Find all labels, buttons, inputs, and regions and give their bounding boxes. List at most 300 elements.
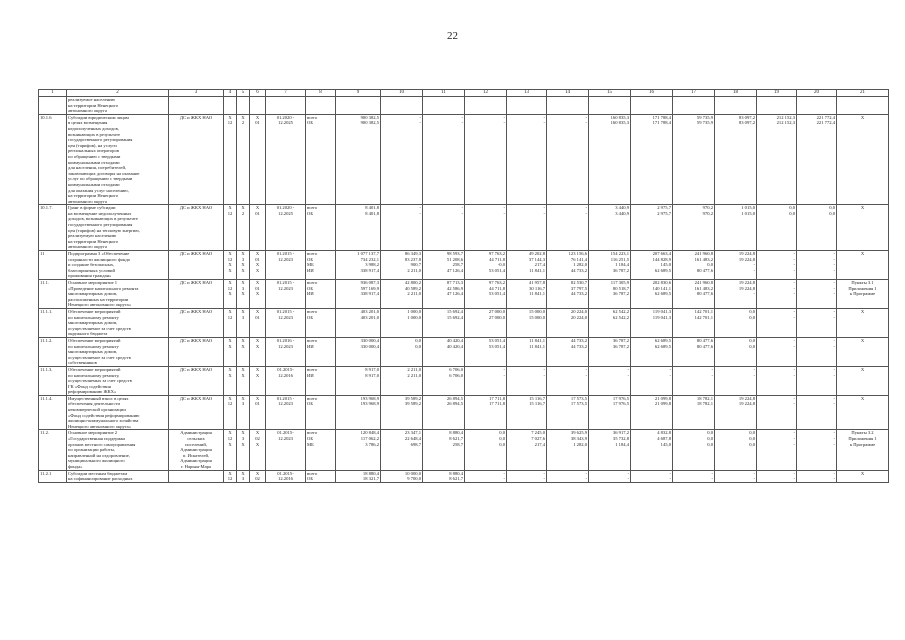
cell-line: 2 975,7 <box>657 210 671 216</box>
cell-line: 36 787,2 <box>612 343 629 349</box>
cell-line: 2 211,0 <box>407 267 421 273</box>
cell-line: X <box>228 114 232 120</box>
cell-line: 37 144,3 <box>528 256 545 262</box>
cell-line: X <box>228 470 232 476</box>
code-cell <box>224 395 237 430</box>
cell-line: 40 420,4 <box>446 343 463 349</box>
cell-line: 11 841,1 <box>529 267 545 273</box>
amount-cell <box>336 395 381 430</box>
cell-line: - <box>793 285 795 291</box>
cell-line: 3 <box>241 401 245 407</box>
cell-line: 17 711,8 <box>489 395 505 401</box>
cell-line: многоквартирных домов, <box>68 291 118 297</box>
cell-line: всего <box>307 251 318 257</box>
cell-line: 02 <box>255 476 260 482</box>
code-cell <box>250 308 266 337</box>
amount-cell <box>507 97 547 115</box>
amount-cell <box>715 114 757 205</box>
cell-line: 44 733,2 <box>570 267 587 273</box>
cell-line: окружного бюджета <box>68 331 108 337</box>
cell-line: - <box>753 366 755 372</box>
cell-line: 36 787,2 <box>612 267 629 273</box>
cell-line: - <box>543 114 545 120</box>
cell-line: 0,0 <box>499 441 505 447</box>
code-cell <box>250 251 266 280</box>
amount-cell <box>336 280 381 309</box>
period-cell <box>266 366 306 395</box>
cell-line: 47 126,4 <box>446 267 463 273</box>
row-number: 11.1.2. <box>39 337 67 366</box>
cell-line: 21 099,8 <box>654 395 671 401</box>
cell-line: 161 483,2 <box>694 285 713 291</box>
cell-line: 161 483,2 <box>694 256 713 262</box>
cell-line: 1 077 137,7 <box>357 251 379 257</box>
cell-line: 18 782,1 <box>696 395 713 401</box>
cell-line: - <box>585 120 587 126</box>
cell-line: собственников <box>68 360 97 366</box>
cell-line: - <box>503 205 505 211</box>
cell-line: ИИ <box>307 291 314 297</box>
note-cell <box>837 470 889 482</box>
amount-cell <box>797 337 837 366</box>
period-cell <box>266 251 306 280</box>
measure-name <box>67 470 169 482</box>
cell-line: - <box>627 372 629 378</box>
code-cell <box>250 337 266 366</box>
cell-line: - <box>711 366 713 372</box>
column-number: 12 <box>465 90 507 97</box>
cell-line: X <box>228 366 232 372</box>
row-number: 11 <box>39 251 67 280</box>
cell-line: 62 689,5 <box>654 337 671 343</box>
cell-line: X <box>228 280 232 285</box>
column-number: 18 <box>715 90 757 97</box>
code-cell <box>224 97 237 115</box>
amount-cell <box>381 308 423 337</box>
cell-line: 12 <box>227 285 233 291</box>
amount-cell <box>336 251 381 280</box>
cell-line: - <box>669 366 671 372</box>
amount-cell <box>423 430 465 470</box>
cell-line: 53 051,4 <box>488 343 505 349</box>
cell-line: всего <box>307 337 318 343</box>
cell-line: Основное мероприятие 1 <box>68 280 118 285</box>
cell-line: 59 735,9 <box>696 114 713 120</box>
cell-line: к Программе <box>849 291 876 297</box>
cell-line: 0,0 <box>749 308 755 314</box>
cell-line: цен (тарифов) на тепловую энергию, <box>68 227 140 233</box>
cell-line: 7 027,6 <box>531 436 545 442</box>
column-number: 20 <box>797 90 837 97</box>
amount-cell <box>465 251 507 280</box>
cell-line: - <box>833 337 835 343</box>
cell-line: - <box>543 120 545 126</box>
cell-line: 7 245,0 <box>531 430 545 436</box>
cell-line: заключающих договоры на оказание <box>68 170 140 176</box>
amount-cell <box>507 366 547 395</box>
cell-line: по капитальному ремонту, <box>68 372 120 378</box>
cell-line: X <box>255 441 260 447</box>
cell-line: 40 589,2 <box>404 285 421 291</box>
table-row <box>39 280 889 309</box>
code-cell <box>224 308 237 337</box>
amount-cell <box>465 205 507 251</box>
amount-cell <box>423 280 465 309</box>
cell-line: 39 589,2 <box>404 401 421 407</box>
cell-line: Администрация <box>180 447 212 453</box>
amount-cell <box>757 337 797 366</box>
cell-line: 19 224,8 <box>738 285 755 291</box>
amount-cell <box>797 251 837 280</box>
cell-line: 44 733,2 <box>570 291 587 297</box>
cell-line: 40 420,4 <box>446 337 463 343</box>
cell-line: - <box>503 120 505 126</box>
cell-line: - <box>793 441 795 447</box>
amount-cell <box>631 308 673 337</box>
responsible-executor <box>169 470 224 482</box>
cell-line: - <box>793 251 795 257</box>
cell-line: 116 251,5 <box>610 256 629 262</box>
table-row <box>39 366 889 395</box>
cell-line: - <box>793 372 795 378</box>
table-row <box>39 395 889 430</box>
cell-line: X <box>860 251 865 257</box>
row-number: 11.2. <box>39 430 67 470</box>
funding-source <box>306 205 336 251</box>
cell-line: - <box>461 210 463 216</box>
amount-cell <box>381 366 423 395</box>
table-row <box>39 97 889 115</box>
amount-cell <box>507 430 547 470</box>
period-cell <box>266 205 306 251</box>
amount-cell <box>673 470 715 482</box>
cell-line: - <box>753 470 755 476</box>
amount-cell <box>673 205 715 251</box>
column-number: 16 <box>631 90 673 97</box>
cell-line: 19 224,8 <box>738 256 755 262</box>
cell-line: 142 701,1 <box>694 314 713 320</box>
cell-line: всего <box>307 308 318 314</box>
cell-line: X <box>860 366 865 372</box>
amount-cell <box>715 470 757 482</box>
cell-line: 19 224,8 <box>738 280 755 285</box>
amount-cell <box>589 205 631 251</box>
cell-line: поселений, <box>185 441 207 447</box>
cell-line: автономного округа <box>68 244 107 250</box>
cell-line: 10 000,0 <box>404 470 421 476</box>
cell-line: по капитальному ремонту <box>68 314 119 320</box>
cell-line: 1 282,0 <box>573 441 587 447</box>
amount-cell <box>715 308 757 337</box>
cell-line: 44 711,8 <box>489 285 505 291</box>
cell-line: - <box>833 308 835 314</box>
cell-line: г. Нарьян-Мара <box>181 464 211 469</box>
amount-cell <box>381 251 423 280</box>
cell-line: обеспечения деятельности <box>68 401 120 407</box>
cell-line: - <box>793 267 795 273</box>
cell-line: 338 917,4 <box>360 267 379 273</box>
cell-line: 17 711,8 <box>489 401 505 407</box>
cell-line: 12.2016 <box>278 476 293 482</box>
amount-cell <box>757 366 797 395</box>
cell-line: 26 894,5 <box>446 401 463 407</box>
cell-line: 42 586,9 <box>446 285 463 291</box>
cell-line: 6 706,0 <box>449 366 463 372</box>
period-cell <box>266 308 306 337</box>
cell-line: 3 988,2 <box>365 262 379 268</box>
cell-line: по обращению с твердыми <box>68 153 121 159</box>
cell-line: ОБ <box>307 436 313 442</box>
cell-line: - <box>793 470 795 476</box>
code-cell <box>224 280 237 309</box>
cell-line: 12.2023 <box>278 401 293 407</box>
cell-line: - <box>793 314 795 320</box>
code-cell <box>237 366 250 395</box>
cell-line: X <box>860 114 865 120</box>
cell-line: X <box>255 251 260 257</box>
cell-line: - <box>461 114 463 120</box>
cell-line: 207 663,4 <box>652 251 671 257</box>
amount-cell <box>589 430 631 470</box>
cell-line: 47 126,4 <box>446 291 463 297</box>
cell-line: 1 015,0 <box>741 205 755 211</box>
responsible-executor <box>169 337 224 366</box>
cell-line: многоквартирных домов, <box>68 349 118 355</box>
note-cell <box>837 430 889 470</box>
cell-line: 193 968,9 <box>360 395 379 401</box>
row-number <box>39 97 67 115</box>
amount-cell <box>589 308 631 337</box>
cell-line: 0,0 <box>415 337 421 343</box>
amount-cell <box>757 205 797 251</box>
cell-line: X <box>241 470 245 476</box>
cell-line: Ненецкого автономного округа» <box>68 302 131 308</box>
cell-line: - <box>793 395 795 401</box>
cell-line: - <box>711 470 713 476</box>
funding-source <box>306 251 336 280</box>
amount-cell <box>757 251 797 280</box>
code-cell <box>224 337 237 366</box>
amount-cell <box>631 366 673 395</box>
cell-line: X <box>241 430 245 436</box>
cell-line: ОБ <box>307 256 313 262</box>
cell-line: 12.2023 <box>278 343 293 349</box>
code-cell <box>224 430 237 470</box>
cell-line: 30 116,7 <box>529 285 545 291</box>
cell-line: 12 <box>227 314 233 320</box>
column-number: 9 <box>336 90 381 97</box>
cell-line: 0,0 <box>749 441 755 447</box>
cell-line: - <box>585 366 587 372</box>
cell-line: X <box>241 372 245 378</box>
cell-line: фонда» <box>68 464 83 469</box>
cell-line: 53 051,4 <box>488 337 505 343</box>
responsible-executor <box>169 114 224 205</box>
cell-line: - <box>833 314 835 320</box>
amount-cell <box>589 337 631 366</box>
amount-cell <box>547 114 589 205</box>
cell-line: 01 <box>255 120 260 126</box>
cell-line: 12.2025 <box>278 210 293 216</box>
cell-line: - <box>419 205 421 211</box>
cell-line: - <box>833 343 835 349</box>
cell-line: X <box>228 441 232 447</box>
cell-line: 900,7 <box>410 262 421 268</box>
cell-line: - <box>585 372 587 378</box>
cell-line: 17 976,5 <box>612 401 629 407</box>
cell-line: 35 732,8 <box>612 436 629 442</box>
cell-line: 119 041,3 <box>652 308 671 314</box>
cell-line: - <box>833 256 835 262</box>
cell-line: X <box>860 395 865 401</box>
code-cell <box>237 205 250 251</box>
amount-cell <box>797 395 837 430</box>
cell-line: расположенных на территории <box>68 296 129 302</box>
note-cell <box>837 280 889 309</box>
cell-line: на территории Ненецкого <box>68 102 119 108</box>
cell-line: X <box>241 366 245 372</box>
funding-source <box>306 366 336 395</box>
cell-line: 15 116,7 <box>529 395 545 401</box>
cell-line: 62 689,5 <box>654 291 671 297</box>
responsible-executor <box>169 395 224 430</box>
amount-cell <box>381 430 423 470</box>
cell-line: 19 224,8 <box>738 401 755 407</box>
cell-line: - <box>833 366 835 372</box>
cell-line: Администрация <box>180 458 212 464</box>
cell-line: 87 713,3 <box>446 280 463 285</box>
cell-line: 0,0 <box>499 436 505 442</box>
cell-line: X <box>241 441 245 447</box>
measure-name <box>67 430 169 470</box>
amount-cell <box>757 395 797 430</box>
period-cell <box>266 97 306 115</box>
cell-line: 217,4 <box>534 441 545 447</box>
amount-cell <box>381 205 423 251</box>
amount-cell <box>715 395 757 430</box>
cell-line: 01.2015- <box>277 366 294 372</box>
cell-line: 2 975,7 <box>657 205 671 211</box>
cell-line: 12.2023 <box>278 436 293 442</box>
amount-cell <box>547 280 589 309</box>
cell-line: 2 211,0 <box>407 372 421 378</box>
amount-cell <box>715 97 757 115</box>
amount-cell <box>547 395 589 430</box>
cell-line: ОБ <box>307 285 313 291</box>
cell-line: - <box>543 470 545 476</box>
cell-line: X <box>241 114 245 120</box>
cell-line: 01 <box>255 285 260 291</box>
cell-line: 0,0 <box>707 441 713 447</box>
cell-line: 8 621,7 <box>449 436 463 442</box>
cell-line: Субсидии местным бюджетам <box>68 470 128 476</box>
cell-line: 01.2015- <box>277 430 294 436</box>
cell-line: коммунальными отходами <box>68 159 120 165</box>
cell-line: - <box>711 476 713 482</box>
cell-line: ИИ <box>307 343 314 349</box>
cell-line: X <box>228 308 232 314</box>
cell-line: 117 062,2 <box>360 436 379 442</box>
cell-line: 17 976,5 <box>612 395 629 401</box>
note-cell <box>837 251 889 280</box>
cell-line: - <box>503 476 505 482</box>
cell-line: реализуемую населению <box>68 233 117 239</box>
cell-line: 241 960,8 <box>694 251 713 257</box>
cell-line: 51 208,6 <box>446 256 463 262</box>
measure-name <box>67 205 169 251</box>
code-cell <box>224 114 237 205</box>
cell-line: 900 382,5 <box>360 114 379 120</box>
cell-line: - <box>627 476 629 482</box>
amount-cell <box>507 251 547 280</box>
amount-cell <box>465 470 507 482</box>
cell-line: - <box>669 372 671 378</box>
cell-line: МБ <box>307 441 314 447</box>
amount-cell <box>757 280 797 309</box>
cell-line: на возмещение недополученных <box>68 210 132 216</box>
cell-line: 1 282,0 <box>573 262 587 268</box>
cell-line: 44 733,2 <box>570 337 587 343</box>
cell-line: Подпрограмма 3 «Обеспечение <box>68 251 130 257</box>
cell-line: 36 787,2 <box>612 337 629 343</box>
cell-line: - <box>419 210 421 216</box>
cell-line: 171 788,4 <box>652 120 671 126</box>
cell-line: муниципального жилищного <box>68 458 125 464</box>
code-cell <box>250 114 266 205</box>
cell-line: ДС и ЖКХ НАО <box>179 366 213 372</box>
cell-line: для населения, потребителей, <box>68 165 127 171</box>
cell-line: 97 763,2 <box>488 251 505 257</box>
code-cell <box>237 114 250 205</box>
cell-line: 403 201,0 <box>360 314 379 320</box>
cell-line: - <box>833 430 835 436</box>
column-number: 3 <box>169 90 224 97</box>
cell-line: 17 573,5 <box>570 401 587 407</box>
column-number: 13 <box>507 90 547 97</box>
cell-line: 734 232,1 <box>360 256 379 262</box>
funding-source <box>306 470 336 482</box>
amount-cell <box>336 337 381 366</box>
cell-line: цен (тарифов), на услуги <box>68 142 117 148</box>
cell-line: - <box>543 366 545 372</box>
column-number: 7 <box>266 90 306 97</box>
amount-cell <box>631 251 673 280</box>
cell-line: ОБ <box>307 476 313 482</box>
cell-line: 15 000,0 <box>528 314 545 320</box>
cell-line: 4 687,8 <box>657 436 671 442</box>
amount-cell <box>797 280 837 309</box>
amount-cell <box>423 337 465 366</box>
cell-line: «Государственная поддержка <box>68 436 126 442</box>
cell-line: ДС и ЖКХ НАО <box>179 114 213 120</box>
cell-line: 59 735,9 <box>696 120 713 126</box>
amount-cell <box>589 366 631 395</box>
cell-line: 0,0 <box>707 262 713 268</box>
cell-line: - <box>461 120 463 126</box>
measure-name <box>67 366 169 395</box>
amount-cell <box>547 337 589 366</box>
amount-cell <box>423 366 465 395</box>
cell-line: 38 343,9 <box>570 436 587 442</box>
cell-line: 80 477,6 <box>696 291 713 297</box>
amount-cell <box>336 430 381 470</box>
amount-cell <box>381 395 423 430</box>
amount-cell <box>423 97 465 115</box>
cell-line: 117 305,9 <box>610 280 629 285</box>
cell-line: - <box>833 372 835 378</box>
cell-line: - <box>419 120 421 126</box>
cell-line: 1 184,4 <box>615 441 629 447</box>
